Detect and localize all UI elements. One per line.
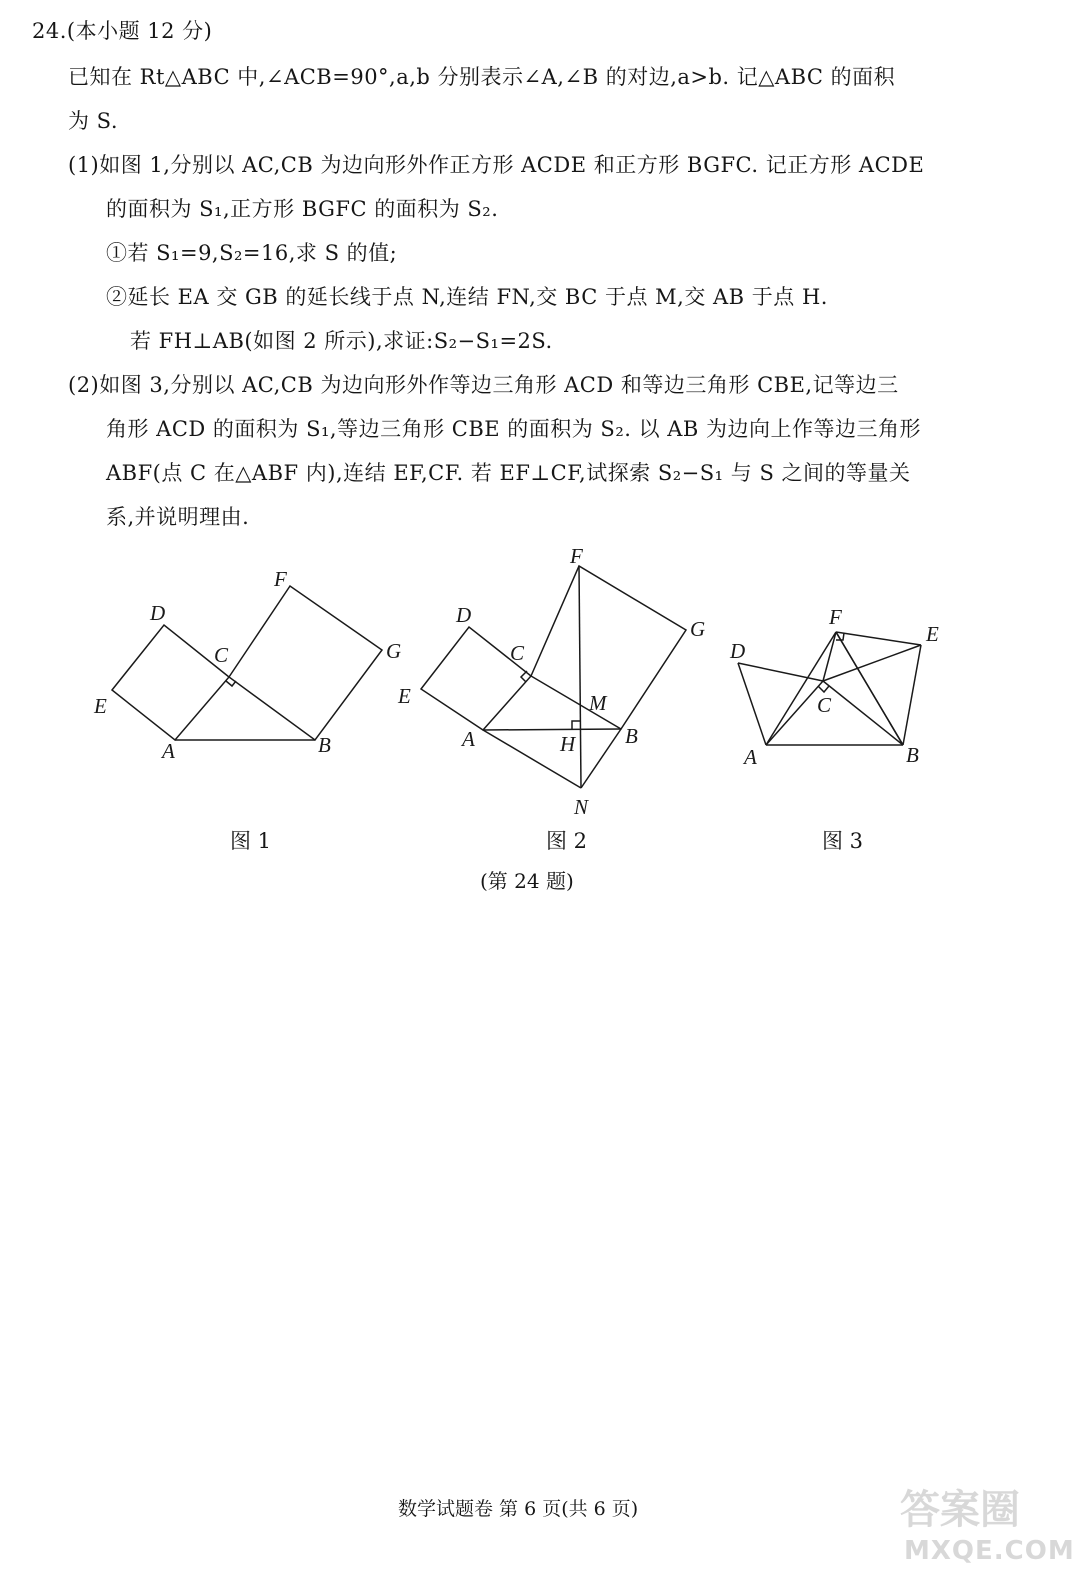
figure-1-caption: 图 1 [230,829,272,853]
fig3-label-f: F [829,605,842,629]
fig3-side-dc [738,663,823,681]
fig1-label-b: B [318,733,331,757]
fig1-label-g: G [386,639,402,663]
fig3-side-eb [903,645,921,745]
part2-line-3: ABF(点 C 在△ABF 内),连结 EF,CF. 若 EF⊥CF,试探索 S₂−S₁ 与 S 之间的等量关 [106,461,911,485]
fig3-label-b: B [906,743,919,767]
watermark-logo: 答案圈 [900,1487,1020,1533]
fig3-label-e: E [926,622,939,646]
fig1-label-e: E [94,694,107,718]
figure-3-caption: 图 3 [822,829,864,853]
fig3-segment-fe [836,632,921,645]
fig1-label-f: F [274,567,287,591]
part1-line-2: 的面积为 S₁,正方形 BGFC 的面积为 S₂. [106,197,499,221]
fig3-side-cb [823,681,903,745]
intro-line-2: 为 S. [68,109,118,133]
fig2-label-e: E [398,684,411,708]
fig2-label-b: B [625,724,638,748]
part1-question-2-line-2: 若 FH⊥AB(如图 2 所示),求证:S₂−S₁=2S. [130,329,553,353]
fig1-label-a: A [162,739,175,763]
part1-line-1: (1)如图 1,分别以 AC,CB 为边向形外作正方形 ACDE 和正方形 BGFC. 记正方形 ACDE [68,153,925,177]
question-caption: (第 24 题) [480,869,574,893]
part1-question-2-line-1: ②延长 EA 交 GB 的延长线于点 N,连结 FN,交 BC 于点 M,交 AB 于点 H. [106,285,828,309]
fig3-label-c: C [817,693,832,717]
fig3-segment-fb [836,632,903,745]
fig3-label-a: A [744,745,757,769]
fig2-label-n: N [574,795,589,819]
watermark-url: MXQE.COM [904,1536,1075,1566]
fig2-label-d: D [456,603,472,627]
fig2-label-g: G [690,617,706,641]
part2-line-2: 角形 ACD 的面积为 S₁,等边三角形 CBE 的面积为 S₂. 以 AB 为边向上作等边三角形 [106,417,922,441]
fig1-label-c: C [214,643,229,667]
fig2-label-a: A [462,727,475,751]
fig2-label-f: F [570,544,583,568]
page-footer: 数学试题卷 第 6 页(共 6 页) [398,1498,639,1520]
fig3-segment-fc [823,632,836,681]
fig3-side-ad [738,663,766,745]
part1-question-1: ①若 S₁=9,S₂=16,求 S 的值; [106,241,398,265]
fig2-label-c: C [510,641,525,665]
figure-2-caption: 图 2 [546,829,588,853]
part2-line-4: 系,并说明理由. [106,505,250,529]
fig2-label-h: H [560,732,576,756]
fig3-side-ac [766,681,823,745]
fig2-label-m: M [589,691,607,715]
part2-line-1: (2)如图 3,分别以 AC,CB 为边向形外作等边三角形 ACD 和等边三角形 CBE,记等边三 [68,373,899,397]
intro-line-1: 已知在 Rt△ABC 中,∠ACB=90°,a,b 分别表示∠A,∠B 的对边,a>b. 记△ABC 的面积 [68,65,896,89]
fig3-right-angle-mark-c [818,686,829,692]
fig1-label-d: D [150,601,166,625]
fig3-side-af [766,632,836,745]
problem-header: 24.(本小题 12 分) [32,19,213,43]
fig3-side-ce [823,645,921,681]
fig3-label-d: D [730,639,746,663]
